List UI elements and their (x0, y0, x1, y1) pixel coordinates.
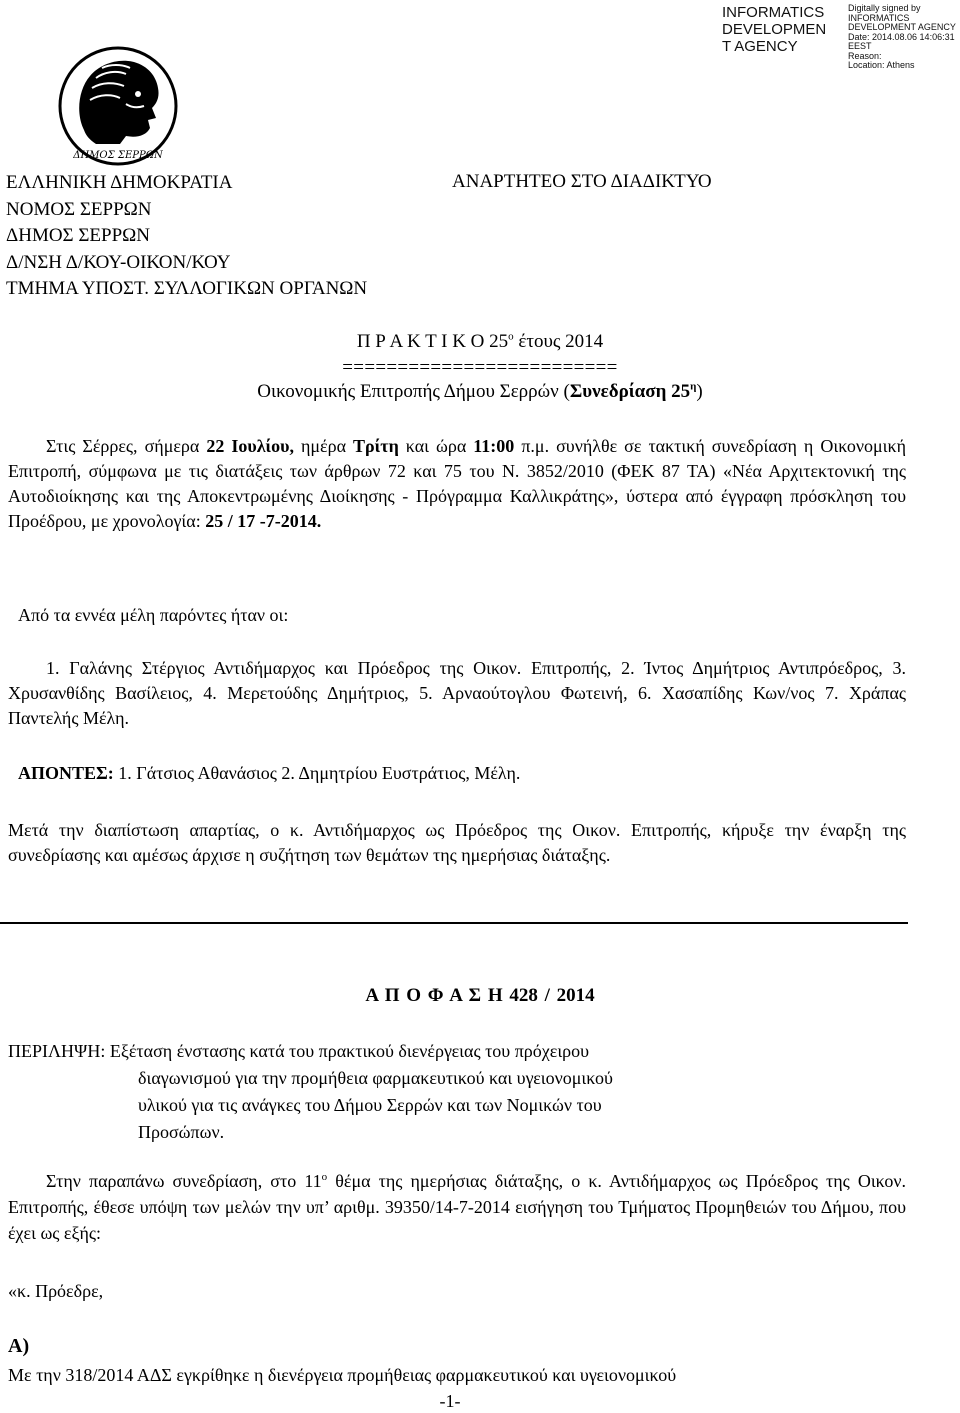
header-line: ΝΟΜΟΣ ΣΕΡΡΩΝ (6, 198, 152, 220)
signature-detail-line: Date: 2014.08.06 14:06:31 (848, 31, 955, 42)
logo-caption: ΔΗΜΟΣ ΣΕΡΡΩΝ (73, 150, 163, 161)
signature-detail-line: Reason: (848, 50, 882, 61)
header-line: ΕΛΛΗΝΙΚΗ ΔΗΜΟΚΡΑΤΙΑ (6, 172, 233, 193)
invitation-reference: 25 / 17 -7-2014. (205, 511, 322, 531)
summary (8, 1038, 613, 1146)
minutes-title (0, 330, 960, 354)
intro-paragraph (8, 434, 906, 534)
absent-members (18, 762, 520, 785)
meeting-time: 11:00 (473, 436, 515, 456)
ordinal-suffix: ο (508, 330, 514, 343)
signature-detail-line: INFORMATICS (848, 12, 910, 23)
ordinal-suffix: ο (321, 1171, 328, 1183)
absent-label: ΑΠΟΝΤΕΣ: (18, 763, 114, 783)
committee-name: Οικονομικής Επιτροπής Δήμου Σερρών ( (257, 381, 570, 402)
intro-text: ημέρα (293, 436, 354, 456)
minutes-year: έτους 2014 (513, 331, 604, 352)
absent-members-text: 1. Γάτσιος Αθανάσιος 2. Δημητρίου Ευστράτιος, Μέλη. (113, 763, 521, 783)
title-separator: ========================= (342, 357, 618, 378)
meeting-day: Τρίτη (353, 436, 399, 456)
members-intro: Από τα εννέα μέλη παρόντες ήταν οι: (18, 605, 289, 625)
summary-line: Προσώπων. (138, 1122, 225, 1142)
section-first-line: Με την 318/2014 ΑΔΣ εγκρίθηκε η διενέργεια προμήθειας φαρμακευτικού και υγειονομικού (8, 1365, 677, 1385)
page-number: -1- (439, 1391, 461, 1411)
issuer-header (6, 170, 367, 303)
present-members (8, 656, 906, 731)
intro-text: Στις Σέρρες, σήμερα (46, 436, 207, 456)
header-line: Δ/ΝΣΗ Δ/ΚΟΥ-ΟΙΚΟΝ/ΚΟΥ (6, 251, 231, 273)
signer-name-line: INFORMATICS (722, 4, 825, 21)
meeting-date: 22 Ιουλίου, (206, 436, 294, 456)
intro-text: π.μ. συνήλθε σε τακτική συνεδρίαση η Οικονομική Επιτροπή, σύμφωνα με τις διατάξεις των άρθρων 72 και 75 του Ν. 3852/2010 (ΦΕΚ 87 ΤΑ) «Νέα Αρχιτεκτονική της Αυτοδιοίκησης και της Αποκεντρωμένης Διοίκησης - Πρόγραμμα Καλλικράτης», ύστερα από έγγραφη πρόσκληση του Προέδρου, με χρονολογία: (8, 436, 906, 531)
session-number: Συνεδρίαση 25 (569, 381, 691, 402)
closing-paren: ) (696, 381, 703, 402)
header-line: ΤΜΗΜΑ ΥΠΟΣΤ. ΣΥΛΛΟΓΙΚΩΝ ΟΡΓΑΝΩΝ (6, 278, 368, 299)
intro-text: και ώρα (398, 436, 474, 456)
summary-line: διαγωνισμού για την προμήθεια φαρμακευτικού και υγειονομικού (138, 1068, 613, 1088)
digital-signature (722, 3, 960, 70)
signature-detail-line: Location: Athens (848, 60, 915, 70)
signature-detail-line: DEVELOPMENT AGENCY (848, 22, 956, 32)
summary-text: Εξέταση ένστασης κατά του πρακτικού διενέργειας του πρόχειρου (105, 1041, 590, 1061)
section-heading: Α) (8, 1335, 30, 1357)
summary-label: ΠΕΡΙΛΗΨΗ: (8, 1041, 106, 1061)
body-text: Στην παραπάνω συνεδρίαση, στο 11 (46, 1171, 322, 1191)
decision-title: Α Π Ο Φ Α Σ Η 428 / 2014 (365, 985, 595, 1006)
signature-details (848, 4, 960, 71)
body-text: θέμα της ημερήσιας διάταξης, ο κ. Αντιδήμαρχος ως Πρόεδρος της Οικον. Επιτροπής, έθεσε υπόψη των μελών την υπ’ αριθμ. 39350/14-7-2014 εισήγηση του Τμήματος Προμηθειών του Δήμου, που έχει ως εξής: (8, 1171, 906, 1243)
signer-name-line: DEVELOPMEN (722, 21, 827, 38)
signature-detail-line: EEST (848, 41, 872, 51)
summary-line: υλικού για τις ανάγκες του Δήμου Σερρών και των Νομικών του (138, 1095, 602, 1115)
signer-name (722, 4, 846, 55)
body-paragraph (8, 1168, 906, 1246)
quorum-paragraph: Μετά την διαπίστωση απαρτίας, ο κ. Αντιδήμαρχος ως Πρόεδρος της Οικον. Επιτροπής, κήρυξε την έναρξη της συνεδρίασης και αμέσως άρχισε η συζήτηση των θεμάτων της ημερήσιας διάταξης. (8, 820, 906, 865)
committee-line (0, 380, 960, 404)
ordinal-suffix: η (690, 380, 697, 393)
summary-first-line (8, 1038, 613, 1065)
present-members-text: 1. Γαλάνης Στέργιος Αντιδήμαρχος και Πρόεδρος της Οικον. Επιτροπής, 2. Ίντος Δημήτριος Αντιπρόεδρος, 3. Χρυσανθίδης Βασίλειος, 4. Μερετούδης Δημήτριος, 5. Αρναούτογλου Φωτεινή, 6. Χασαπίδης Κων/νος 7. Χράπας Παντελής Μέλη. (8, 658, 906, 728)
municipality-logo (56, 44, 180, 168)
section-divider (0, 922, 908, 924)
publish-notice: ΑΝΑΡΤΗΤΕΟ ΣΤΟ ΔΙΑΔΙΚΤΥΟ (452, 171, 712, 192)
signature-detail-line: Digitally signed by (848, 3, 921, 13)
minutes-title-text: Π Ρ Α Κ Τ Ι Κ Ο 25 (356, 331, 509, 352)
signer-name-line: T AGENCY (722, 38, 798, 55)
header-line: ΔΗΜΟΣ ΣΕΡΡΩΝ (6, 225, 151, 246)
salutation: «κ. Πρόεδρε, (8, 1281, 104, 1301)
